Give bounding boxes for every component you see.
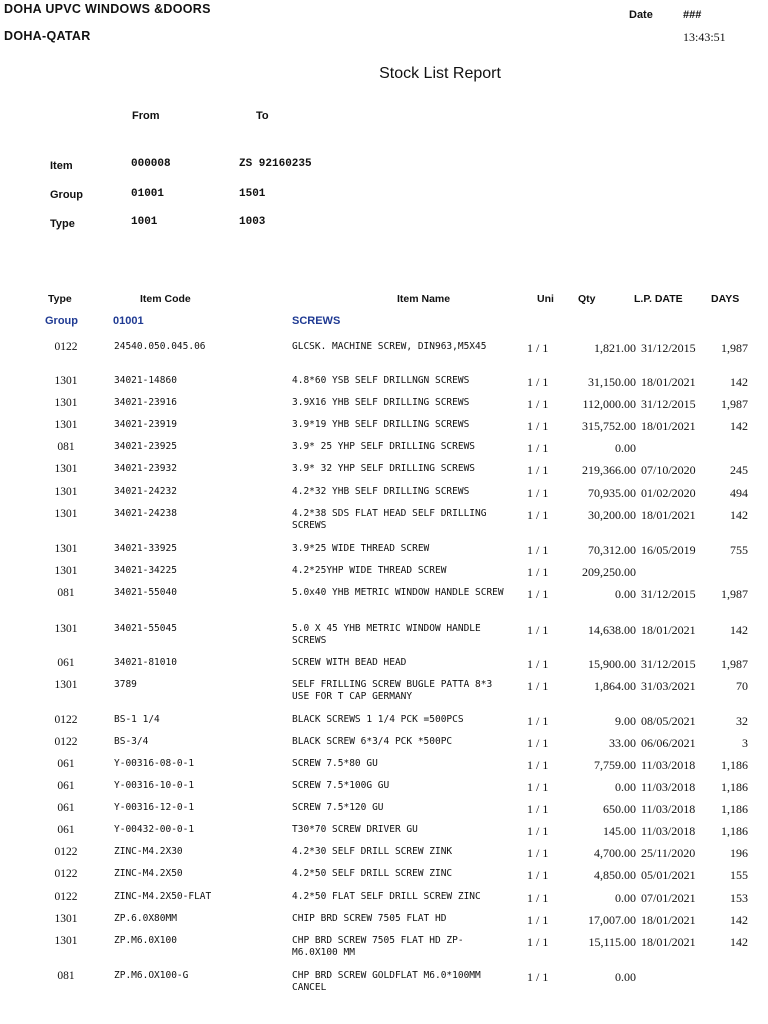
row-lp-date: 07/01/2021 bbox=[641, 891, 696, 905]
group-filter-label: Group bbox=[50, 189, 83, 201]
column-header-lp-date: L.P. DATE bbox=[634, 293, 683, 305]
row-item-name: GLCSK. MACHINE SCREW, DIN963,M5X45 bbox=[292, 341, 487, 352]
row-uni: 1 / 1 bbox=[527, 970, 549, 984]
row-type: 061 bbox=[57, 657, 75, 669]
row-days: 245 bbox=[730, 463, 748, 477]
row-lp-date: 11/03/2018 bbox=[641, 780, 696, 794]
row-days: 153 bbox=[730, 891, 748, 905]
row-item-code: 34021-23919 bbox=[114, 419, 177, 430]
group-row-name: SCREWS bbox=[292, 315, 341, 327]
row-item-name: 3.9*19 YHB SELF DRILLING SCREWS bbox=[292, 419, 470, 430]
row-item-code: Y-00316-10-0-1 bbox=[114, 780, 195, 791]
row-days: 494 bbox=[730, 486, 748, 500]
row-days: 142 bbox=[730, 419, 748, 433]
row-type: 061 bbox=[57, 824, 75, 836]
row-lp-date: 08/05/2021 bbox=[641, 714, 696, 728]
row-qty: 15,115.00 bbox=[588, 935, 636, 949]
company-location: DOHA-QATAR bbox=[4, 29, 91, 43]
column-header-uni: Uni bbox=[537, 293, 554, 305]
row-qty: 4,700.00 bbox=[594, 846, 636, 860]
date-label: Date bbox=[629, 9, 653, 21]
row-type: 1301 bbox=[54, 397, 78, 409]
row-uni: 1 / 1 bbox=[527, 543, 549, 557]
row-item-name: SCREW WITH BEAD HEAD bbox=[292, 657, 407, 668]
row-type: 0122 bbox=[54, 341, 78, 353]
row-qty: 7,759.00 bbox=[594, 758, 636, 772]
row-qty: 315,752.00 bbox=[582, 419, 636, 433]
row-type: 1301 bbox=[54, 935, 78, 947]
row-item-code: 24540.050.045.06 bbox=[114, 341, 206, 352]
row-qty: 1,864.00 bbox=[594, 679, 636, 693]
row-uni: 1 / 1 bbox=[527, 824, 549, 838]
row-qty: 219,366.00 bbox=[582, 463, 636, 477]
row-lp-date: 18/01/2021 bbox=[641, 935, 696, 949]
row-item-code: 34021-81010 bbox=[114, 657, 177, 668]
row-item-code: ZP.M6.OX100-G bbox=[114, 970, 189, 981]
group-row-label: Group bbox=[45, 315, 78, 327]
row-qty: 0.00 bbox=[615, 891, 636, 905]
row-item-code: ZINC-M4.2X30 bbox=[114, 846, 183, 857]
group-to-value: 1501 bbox=[239, 188, 266, 200]
row-item-name: 4.2*50 SELF DRILL SCREW ZINC bbox=[292, 868, 453, 879]
row-item-name: BLACK SCREW 6*3/4 PCK *500PC bbox=[292, 736, 453, 747]
row-uni: 1 / 1 bbox=[527, 868, 549, 882]
row-uni: 1 / 1 bbox=[527, 587, 549, 601]
row-qty: 15,900.00 bbox=[588, 657, 636, 671]
row-days: 1,186 bbox=[721, 758, 748, 772]
row-item-name: 3.9X16 YHB SELF DRILLING SCREWS bbox=[292, 397, 470, 408]
row-qty: 1,821.00 bbox=[594, 341, 636, 355]
row-item-code: 34021-24232 bbox=[114, 486, 177, 497]
row-qty: 0.00 bbox=[615, 587, 636, 601]
group-from-value: 01001 bbox=[131, 188, 165, 200]
row-type: 061 bbox=[57, 780, 75, 792]
row-days: 1,186 bbox=[721, 824, 748, 838]
row-qty: 650.00 bbox=[603, 802, 636, 816]
row-type: 081 bbox=[57, 587, 75, 599]
row-item-name: 5.0x40 YHB METRIC WINDOW HANDLE SCREW bbox=[292, 587, 504, 598]
row-qty: 0.00 bbox=[615, 970, 636, 984]
row-uni: 1 / 1 bbox=[527, 341, 549, 355]
row-days: 755 bbox=[730, 543, 748, 557]
row-days: 142 bbox=[730, 935, 748, 949]
row-type: 0122 bbox=[54, 846, 78, 858]
from-label: From bbox=[132, 110, 160, 122]
column-header-item-code: Item Code bbox=[140, 293, 191, 305]
row-type: 0122 bbox=[54, 736, 78, 748]
row-lp-date: 05/01/2021 bbox=[641, 868, 696, 882]
row-lp-date: 11/03/2018 bbox=[641, 758, 696, 772]
row-type: 1301 bbox=[54, 375, 78, 387]
row-qty: 0.00 bbox=[615, 780, 636, 794]
row-days: 1,987 bbox=[721, 657, 748, 671]
row-qty: 17,007.00 bbox=[588, 913, 636, 927]
row-item-code: BS-1 1/4 bbox=[114, 714, 160, 725]
row-lp-date: 31/12/2015 bbox=[641, 397, 696, 411]
row-lp-date: 18/01/2021 bbox=[641, 375, 696, 389]
row-type: 1301 bbox=[54, 543, 78, 555]
row-days: 70 bbox=[736, 679, 748, 693]
row-item-code: 34021-55040 bbox=[114, 587, 177, 598]
row-item-name: 4.2*38 SDS FLAT HEAD SELF DRILLING SCREWS bbox=[292, 508, 487, 531]
row-type: 0122 bbox=[54, 891, 78, 903]
row-qty: 31,150.00 bbox=[588, 375, 636, 389]
row-lp-date: 18/01/2021 bbox=[641, 913, 696, 927]
row-lp-date: 31/12/2015 bbox=[641, 587, 696, 601]
row-uni: 1 / 1 bbox=[527, 397, 549, 411]
row-type: 0122 bbox=[54, 868, 78, 880]
report-time: 13:43:51 bbox=[683, 30, 726, 44]
row-item-code: ZP.M6.0X100 bbox=[114, 935, 177, 946]
row-item-name: 3.9* 32 YHP SELF DRILLING SCREWS bbox=[292, 463, 476, 474]
row-uni: 1 / 1 bbox=[527, 736, 549, 750]
row-item-name: 4.8*60 YSB SELF DRILLNGN SCREWS bbox=[292, 375, 470, 386]
company-name: DOHA UPVC WINDOWS &DOORS bbox=[4, 2, 211, 16]
row-days: 1,186 bbox=[721, 780, 748, 794]
row-lp-date: 16/05/2019 bbox=[641, 543, 696, 557]
row-uni: 1 / 1 bbox=[527, 486, 549, 500]
row-type: 061 bbox=[57, 802, 75, 814]
row-type: 081 bbox=[57, 441, 75, 453]
row-item-code: ZINC-M4.2X50-FLAT bbox=[114, 891, 212, 902]
row-item-code: ZP.6.0X80MM bbox=[114, 913, 177, 924]
row-uni: 1 / 1 bbox=[527, 846, 549, 860]
row-item-code: 3789 bbox=[114, 679, 137, 690]
row-lp-date: 18/01/2021 bbox=[641, 419, 696, 433]
row-uni: 1 / 1 bbox=[527, 565, 549, 579]
column-header-item-name: Item Name bbox=[397, 293, 451, 305]
row-item-name: 3.9* 25 YHP SELF DRILLING SCREWS bbox=[292, 441, 476, 452]
row-item-code: ZINC-M4.2X50 bbox=[114, 868, 183, 879]
row-days: 1,987 bbox=[721, 397, 748, 411]
item-from-value: 000008 bbox=[131, 158, 171, 170]
row-item-code: BS-3/4 bbox=[114, 736, 149, 747]
row-lp-date: 18/01/2021 bbox=[641, 508, 696, 522]
row-item-name: 5.0 X 45 YHB METRIC WINDOW HANDLE SCREWS bbox=[292, 623, 481, 646]
row-days: 1,186 bbox=[721, 802, 748, 816]
row-uni: 1 / 1 bbox=[527, 508, 549, 522]
row-days: 1,987 bbox=[721, 341, 748, 355]
row-qty: 70,312.00 bbox=[588, 543, 636, 557]
row-item-code: 34021-33925 bbox=[114, 543, 177, 554]
group-row-code: 01001 bbox=[113, 315, 144, 327]
row-lp-date: 31/12/2015 bbox=[641, 341, 696, 355]
row-uni: 1 / 1 bbox=[527, 891, 549, 905]
row-uni: 1 / 1 bbox=[527, 623, 549, 637]
row-days: 142 bbox=[730, 623, 748, 637]
row-qty: 14,638.00 bbox=[588, 623, 636, 637]
row-lp-date: 06/06/2021 bbox=[641, 736, 696, 750]
row-uni: 1 / 1 bbox=[527, 463, 549, 477]
row-days: 155 bbox=[730, 868, 748, 882]
row-qty: 30,200.00 bbox=[588, 508, 636, 522]
row-type: 061 bbox=[57, 758, 75, 770]
row-item-name: 4.2*32 YHB SELF DRILLING SCREWS bbox=[292, 486, 470, 497]
row-days: 32 bbox=[736, 714, 748, 728]
row-type: 1301 bbox=[54, 623, 78, 635]
row-type: 0122 bbox=[54, 714, 78, 726]
row-item-code: 34021-23916 bbox=[114, 397, 177, 408]
date-value: ### bbox=[683, 9, 702, 21]
row-uni: 1 / 1 bbox=[527, 758, 549, 772]
row-days: 3 bbox=[742, 736, 748, 750]
row-qty: 0.00 bbox=[615, 441, 636, 455]
row-lp-date: 25/11/2020 bbox=[641, 846, 696, 860]
row-type: 1301 bbox=[54, 913, 78, 925]
row-uni: 1 / 1 bbox=[527, 441, 549, 455]
row-item-name: 4.2*50 FLAT SELF DRILL SCREW ZINC bbox=[292, 891, 481, 902]
row-qty: 145.00 bbox=[603, 824, 636, 838]
row-uni: 1 / 1 bbox=[527, 714, 549, 728]
row-days: 142 bbox=[730, 508, 748, 522]
item-filter-label: Item bbox=[50, 160, 73, 172]
row-item-name: CHP BRD SCREW 7505 FLAT HD ZP-M6.0X100 MM bbox=[292, 935, 464, 958]
row-days: 142 bbox=[730, 913, 748, 927]
row-type: 1301 bbox=[54, 508, 78, 520]
item-to-value: ZS 92160235 bbox=[239, 158, 312, 170]
row-lp-date: 31/03/2021 bbox=[641, 679, 696, 693]
row-uni: 1 / 1 bbox=[527, 935, 549, 949]
row-type: 081 bbox=[57, 970, 75, 982]
row-qty: 112,000.00 bbox=[582, 397, 636, 411]
row-item-code: 34021-14860 bbox=[114, 375, 177, 386]
row-item-code: Y-00316-12-0-1 bbox=[114, 802, 195, 813]
row-days: 1,987 bbox=[721, 587, 748, 601]
row-lp-date: 07/10/2020 bbox=[641, 463, 696, 477]
row-item-name: CHIP BRD SCREW 7505 FLAT HD bbox=[292, 913, 447, 924]
row-qty: 4,850.00 bbox=[594, 868, 636, 882]
row-uni: 1 / 1 bbox=[527, 419, 549, 433]
row-type: 1301 bbox=[54, 486, 78, 498]
row-item-code: 34021-23925 bbox=[114, 441, 177, 452]
type-to-value: 1003 bbox=[239, 216, 266, 228]
type-from-value: 1001 bbox=[131, 216, 158, 228]
row-item-name: SCREW 7.5*80 GU bbox=[292, 758, 378, 769]
row-item-name: 3.9*25 WIDE THREAD SCREW bbox=[292, 543, 430, 554]
row-item-code: Y-00432-00-0-1 bbox=[114, 824, 195, 835]
row-item-code: 34021-24238 bbox=[114, 508, 177, 519]
row-qty: 33.00 bbox=[609, 736, 636, 750]
column-header-qty: Qty bbox=[578, 293, 596, 305]
row-uni: 1 / 1 bbox=[527, 679, 549, 693]
row-uni: 1 / 1 bbox=[527, 913, 549, 927]
type-filter-label: Type bbox=[50, 218, 75, 230]
row-item-name: 4.2*30 SELF DRILL SCREW ZINK bbox=[292, 846, 453, 857]
row-type: 1301 bbox=[54, 679, 78, 691]
row-item-name: SELF FRILLING SCREW BUGLE PATTA 8*3 USE FOR T CAP GERMANY bbox=[292, 679, 493, 702]
row-qty: 209,250.00 bbox=[582, 565, 636, 579]
row-lp-date: 01/02/2020 bbox=[641, 486, 696, 500]
row-item-code: 34021-55045 bbox=[114, 623, 177, 634]
row-uni: 1 / 1 bbox=[527, 802, 549, 816]
row-lp-date: 18/01/2021 bbox=[641, 623, 696, 637]
row-item-name: SCREW 7.5*100G GU bbox=[292, 780, 390, 791]
row-lp-date: 11/03/2018 bbox=[641, 802, 696, 816]
column-header-days: DAYS bbox=[711, 293, 740, 305]
row-uni: 1 / 1 bbox=[527, 780, 549, 794]
to-label: To bbox=[256, 110, 269, 122]
row-uni: 1 / 1 bbox=[527, 657, 549, 671]
row-lp-date: 11/03/2018 bbox=[641, 824, 696, 838]
row-item-name: 4.2*25YHP WIDE THREAD SCREW bbox=[292, 565, 447, 576]
report-title: Stock List Report bbox=[379, 65, 501, 82]
row-item-code: 34021-34225 bbox=[114, 565, 177, 576]
row-item-code: Y-00316-08-0-1 bbox=[114, 758, 195, 769]
row-type: 1301 bbox=[54, 565, 78, 577]
row-qty: 70,935.00 bbox=[588, 486, 636, 500]
row-lp-date: 31/12/2015 bbox=[641, 657, 696, 671]
row-days: 142 bbox=[730, 375, 748, 389]
row-item-name: BLACK SCREWS 1 1/4 PCK =500PCS bbox=[292, 714, 464, 725]
row-item-name: SCREW 7.5*120 GU bbox=[292, 802, 384, 813]
row-type: 1301 bbox=[54, 419, 78, 431]
row-item-code: 34021-23932 bbox=[114, 463, 177, 474]
row-item-name: CHP BRD SCREW GOLDFLAT M6.0*100MM CANCEL bbox=[292, 970, 481, 993]
column-header-type: Type bbox=[48, 293, 72, 305]
row-type: 1301 bbox=[54, 463, 78, 475]
row-days: 196 bbox=[730, 846, 748, 860]
row-uni: 1 / 1 bbox=[527, 375, 549, 389]
row-qty: 9.00 bbox=[615, 714, 636, 728]
row-item-name: T30*70 SCREW DRIVER GU bbox=[292, 824, 418, 835]
